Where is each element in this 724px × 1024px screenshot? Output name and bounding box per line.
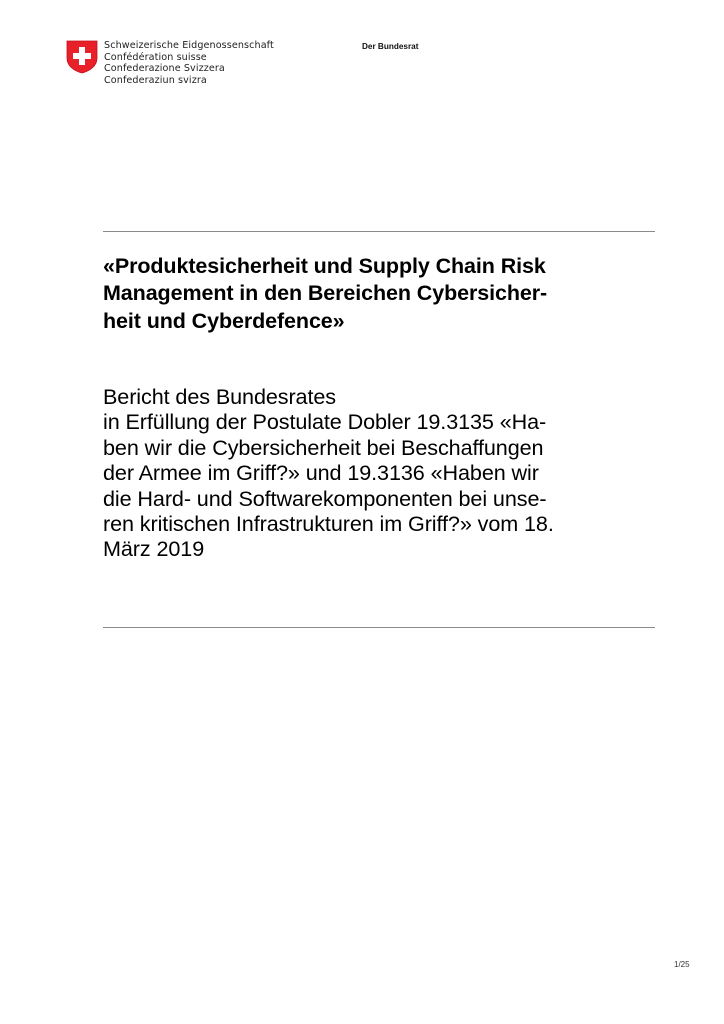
report-title — [103, 253, 663, 335]
subtitle-line: ren kritischen Infrastrukturen im Griff?» vom 18. — [103, 511, 554, 537]
subtitle-line: die Hard- und Softwarekomponenten bei unse- — [103, 485, 547, 511]
agency-name-block — [104, 40, 274, 86]
divider-top — [103, 231, 655, 232]
issuing-authority: Der Bundesrat — [362, 42, 419, 51]
title-line: «Produktesicherheit und Supply Chain Risk — [103, 254, 546, 278]
subtitle-line: März 2019 — [103, 536, 205, 562]
agency-line-rm: Confederaziun svizra — [104, 74, 207, 86]
title-line: Management in den Bereichen Cybersicher- — [103, 281, 548, 306]
agency-line-fr: Confédération suisse — [104, 51, 207, 63]
report-subtitle — [103, 384, 663, 562]
subtitle-line: Bericht des Bundesrates — [103, 384, 336, 409]
swiss-coat-of-arms-icon — [66, 40, 98, 74]
page-number: 1/25 — [674, 960, 690, 969]
agency-line-it: Confederazione Svizzera — [104, 63, 225, 75]
title-line: heit und Cyberdefence» — [103, 308, 345, 333]
subtitle-line: ben wir die Cybersicherheit bei Beschaffungen — [103, 434, 544, 460]
agency-line-de: Schweizerische Eidgenossenschaft — [104, 40, 274, 51]
subtitle-line: in Erfüllung der Postulate Dobler 19.3135 «Ha- — [103, 409, 547, 435]
divider-bottom — [103, 627, 655, 628]
subtitle-line: der Armee im Griff?» und 19.3136 «Haben wir — [103, 460, 539, 486]
